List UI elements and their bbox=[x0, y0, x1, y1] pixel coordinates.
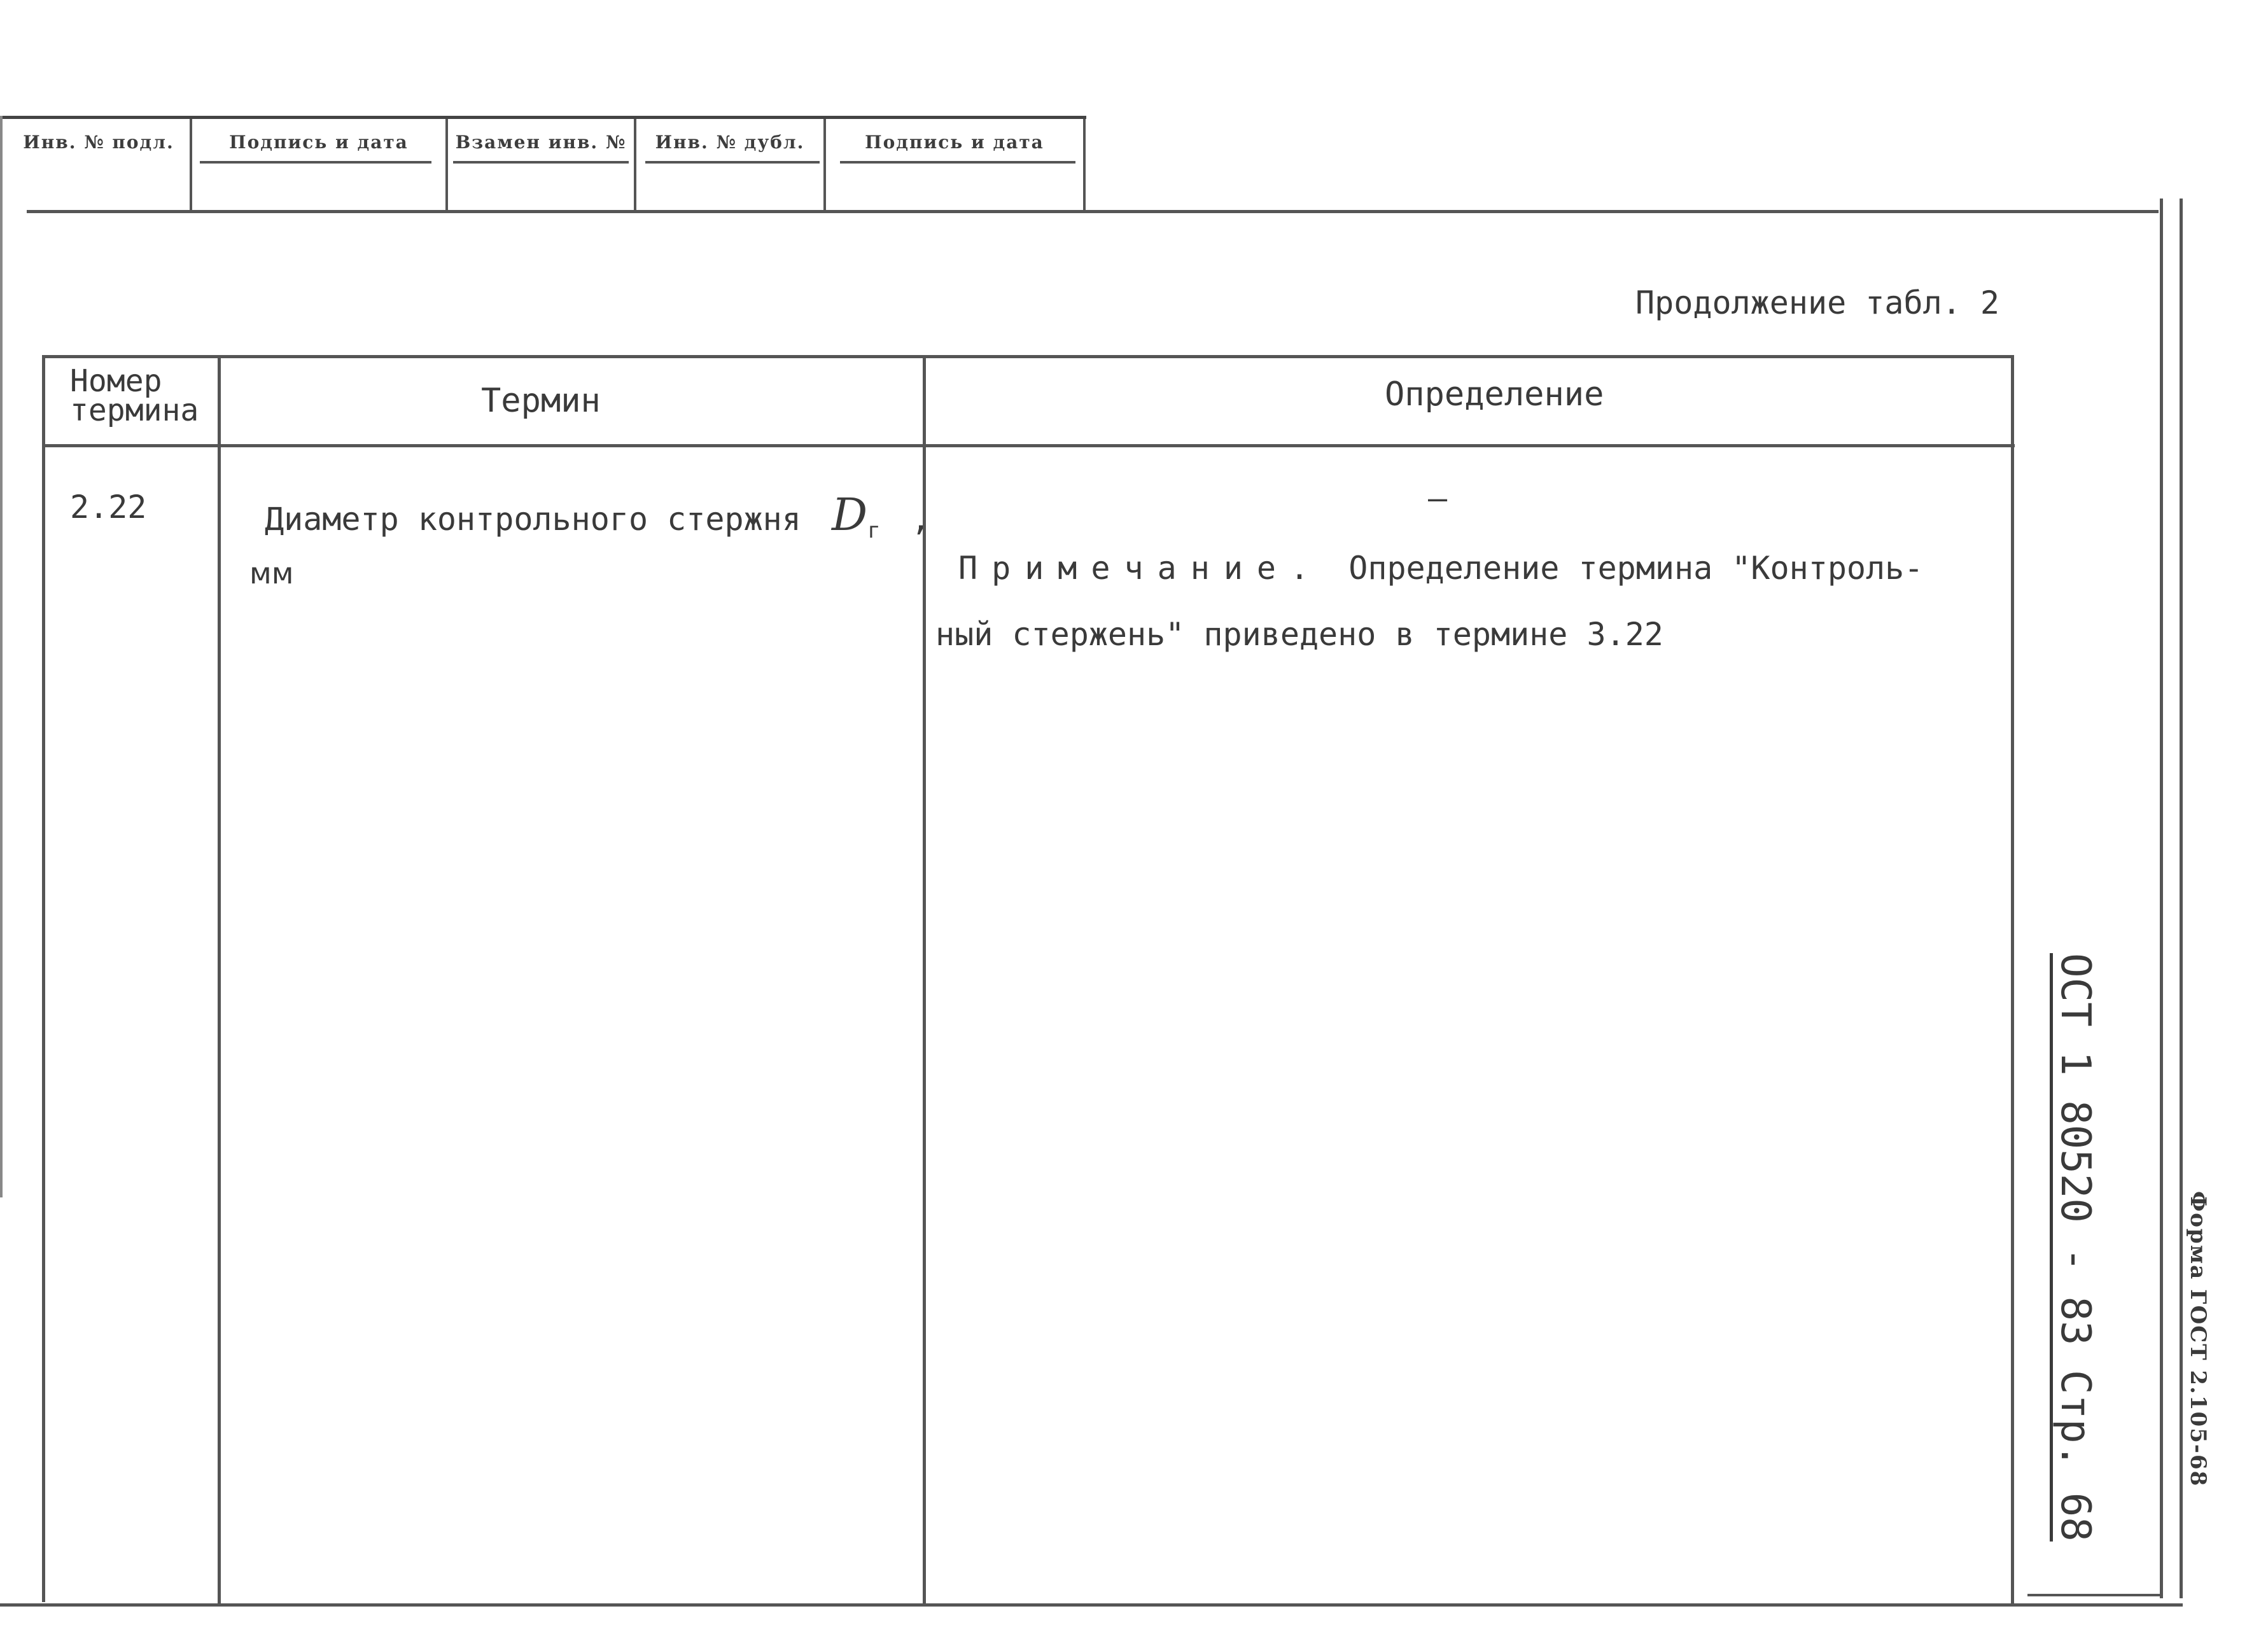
row-term-text-line1 bbox=[265, 489, 930, 541]
table-right-border bbox=[2011, 355, 2014, 1603]
table-continuation-title: Продолжение табл. 2 bbox=[1635, 284, 1999, 321]
note-label: Примечание. bbox=[958, 550, 1324, 587]
header-term: Термин bbox=[481, 382, 601, 420]
frame-left-edge bbox=[0, 116, 3, 1197]
note-line-2: ный стержень" приведено в термине 3.22 bbox=[935, 616, 1663, 653]
stamp-underline bbox=[453, 161, 629, 164]
table-header-bottom-border bbox=[42, 444, 2015, 447]
stamp-underline bbox=[645, 161, 820, 164]
frame-bottom-segment bbox=[2027, 1594, 2162, 1596]
stamp-cell-vzamen-inv bbox=[445, 119, 636, 211]
term-comma: , bbox=[911, 501, 930, 538]
row-term-number: 2.22 bbox=[70, 489, 147, 526]
frame-right-line bbox=[2160, 199, 2163, 1598]
document-code-and-page: ОСТ 1 80520 - 83 Стр. 68 bbox=[2052, 953, 2099, 1542]
stamp-underline bbox=[840, 161, 1075, 164]
terms-table bbox=[42, 355, 2013, 1607]
stamp-cell-podpis-data-2 bbox=[826, 119, 1086, 211]
stamp-label-inv-podl: Инв. № подл. bbox=[23, 132, 174, 153]
stamp-cell-podpis-data-1 bbox=[192, 119, 445, 211]
header-term-number-line2: термина bbox=[70, 393, 199, 428]
column-divider-1 bbox=[218, 355, 221, 1603]
stamp-underline bbox=[200, 161, 431, 164]
term-symbol: D bbox=[831, 489, 868, 541]
stamp-label-podpis-data-1: Подпись и дата bbox=[229, 132, 409, 153]
frame-top-line bbox=[27, 210, 2159, 213]
frame-right-line-outer bbox=[2180, 199, 2183, 1598]
header-term-number-line1: Номер bbox=[70, 363, 162, 399]
revision-stamp-block bbox=[1, 116, 1086, 211]
note-line-1 bbox=[958, 550, 1923, 587]
note-text-1: Определение термина "Контроль- bbox=[1348, 550, 1924, 587]
definition-dash: – bbox=[1428, 480, 1448, 517]
stamp-label-inv-dubl: Инв. № дубл. bbox=[655, 132, 805, 153]
table-left-border bbox=[42, 355, 45, 1602]
column-divider-2 bbox=[923, 355, 926, 1605]
form-reference: Форма ГОСТ 2.105-68 bbox=[2185, 1191, 2211, 1488]
header-term-number bbox=[70, 363, 199, 428]
document-designation bbox=[2052, 953, 2137, 1542]
stamp-label-vzamen-inv: Взамен инв. № bbox=[455, 132, 627, 153]
header-definition: Определение bbox=[1385, 375, 1604, 414]
term-symbol-subscript: г bbox=[867, 518, 881, 543]
table-top-border bbox=[42, 355, 2013, 358]
stamp-cell-inv-podl bbox=[8, 119, 192, 211]
stamp-cell-inv-dubl bbox=[636, 119, 826, 211]
stamp-label-podpis-data-2: Подпись и дата bbox=[865, 132, 1044, 153]
term-name: Диаметр контрольного стержня bbox=[265, 501, 801, 538]
row-term-unit: мм bbox=[249, 556, 294, 590]
